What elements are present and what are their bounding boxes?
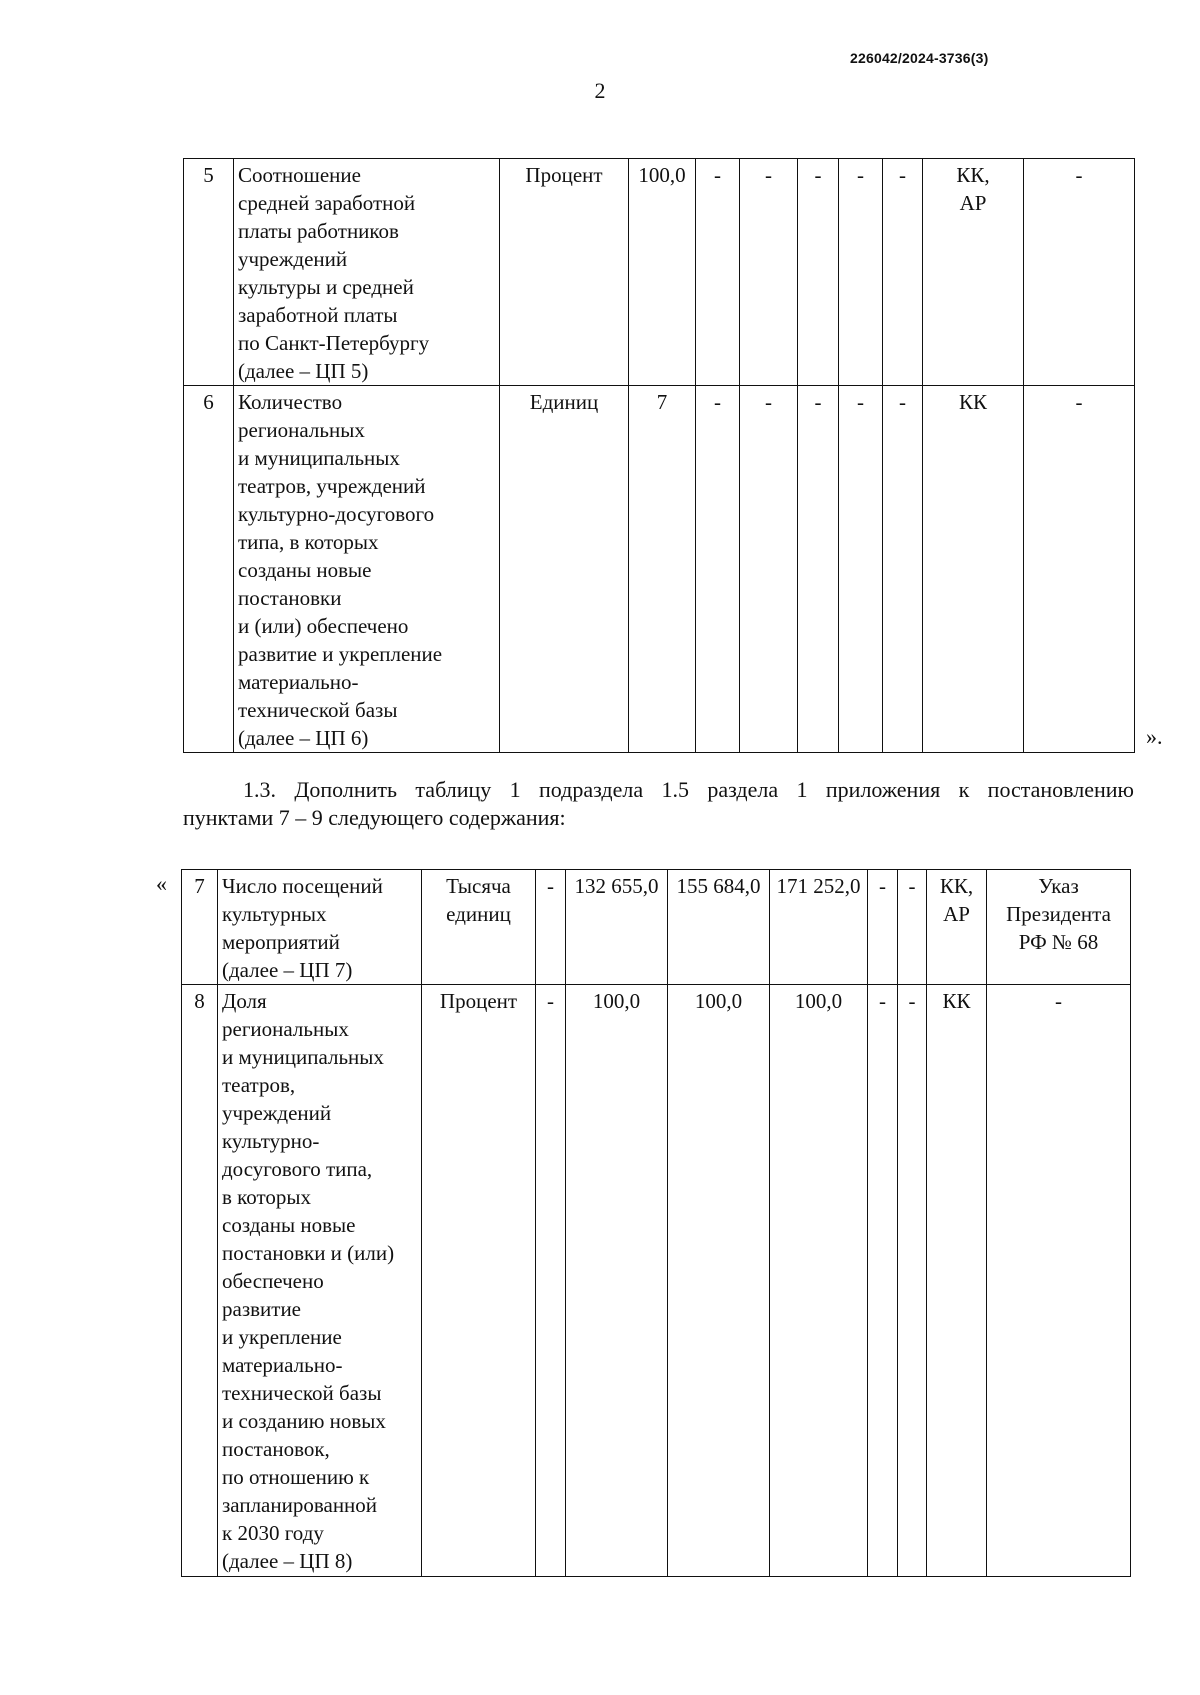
opening-quote: « <box>156 871 167 896</box>
unit-cell: Единиц <box>500 386 629 753</box>
amendment-paragraph <box>183 776 1134 832</box>
base-value-cell: 100,0 <box>629 159 696 386</box>
value-cell: - <box>868 985 898 1577</box>
indicators-table-additions <box>181 869 1131 1577</box>
responsible-cell: КК <box>923 386 1024 753</box>
row-number: 7 <box>182 870 218 985</box>
closing-quote: ». <box>1146 724 1163 749</box>
document-number: 226042/2024-3736(3) <box>850 50 989 66</box>
base-value-cell: 7 <box>629 386 696 753</box>
value-cell: - <box>740 386 798 753</box>
responsible-cell: КК, АР <box>923 159 1024 386</box>
value-cell: 100,0 <box>668 985 770 1577</box>
value-cell: - <box>839 159 883 386</box>
value-cell: - <box>740 159 798 386</box>
value-cell: - <box>696 386 740 753</box>
reference-cell: - <box>1024 386 1135 753</box>
reference-cell: - <box>1024 159 1135 386</box>
table-row <box>184 386 1135 753</box>
indicator-name: Доля региональных и муниципальных театров, учреждений культурно- досугового типа, в которых созданы новые постановки и (или) обеспечено развитие и укрепление материально- технической базы и созданию новых постановок, по отношению к запланированной к 2030 году (далее – ЦП 8) <box>218 985 422 1577</box>
value-cell: - <box>839 386 883 753</box>
value-cell: - <box>798 386 839 753</box>
row-number: 8 <box>182 985 218 1577</box>
value-cell: 100,0 <box>566 985 668 1577</box>
indicator-name: Число посещений культурных мероприятий (далее – ЦП 7) <box>218 870 422 985</box>
base-value-cell: - <box>536 870 566 985</box>
unit-cell: Процент <box>500 159 629 386</box>
table-row <box>182 870 1131 985</box>
paragraph-line: пунктами 7 – 9 следующего содержания: <box>183 805 566 830</box>
responsible-cell: КК, АР <box>927 870 987 985</box>
value-cell: 100,0 <box>770 985 868 1577</box>
value-cell: - <box>883 159 923 386</box>
value-cell: 155 684,0 <box>668 870 770 985</box>
value-cell: - <box>883 386 923 753</box>
indicator-name: Количество региональных и муниципальных театров, учреждений культурно-досугового типа, в которых созданы новые постановки и (или) обеспечено развитие и укрепление материально- технической базы (далее – ЦП 6) <box>234 386 500 753</box>
page-number: 2 <box>594 78 606 103</box>
indicator-name: Соотношение средней заработной платы работников учреждений культуры и средней заработной платы по Санкт-Петербургу (далее – ЦП 5) <box>234 159 500 386</box>
responsible-cell: КК <box>927 985 987 1577</box>
value-cell: - <box>798 159 839 386</box>
value-cell: - <box>898 985 927 1577</box>
reference-cell: - <box>987 985 1131 1577</box>
value-cell: 132 655,0 <box>566 870 668 985</box>
value-cell: - <box>696 159 740 386</box>
value-cell: 171 252,0 <box>770 870 868 985</box>
row-number: 5 <box>184 159 234 386</box>
unit-cell: Тысяча единиц <box>422 870 536 985</box>
unit-cell: Процент <box>422 985 536 1577</box>
value-cell: - <box>898 870 927 985</box>
reference-cell: Указ Президента РФ № 68 <box>987 870 1131 985</box>
value-cell: - <box>868 870 898 985</box>
table-row <box>182 985 1131 1577</box>
indicators-table-continued <box>183 158 1135 753</box>
table-row <box>184 159 1135 386</box>
paragraph-line: 1.3. Дополнить таблицу 1 подраздела 1.5 раздела 1 приложения к постановлению <box>243 777 1134 802</box>
base-value-cell: - <box>536 985 566 1577</box>
row-number: 6 <box>184 386 234 753</box>
